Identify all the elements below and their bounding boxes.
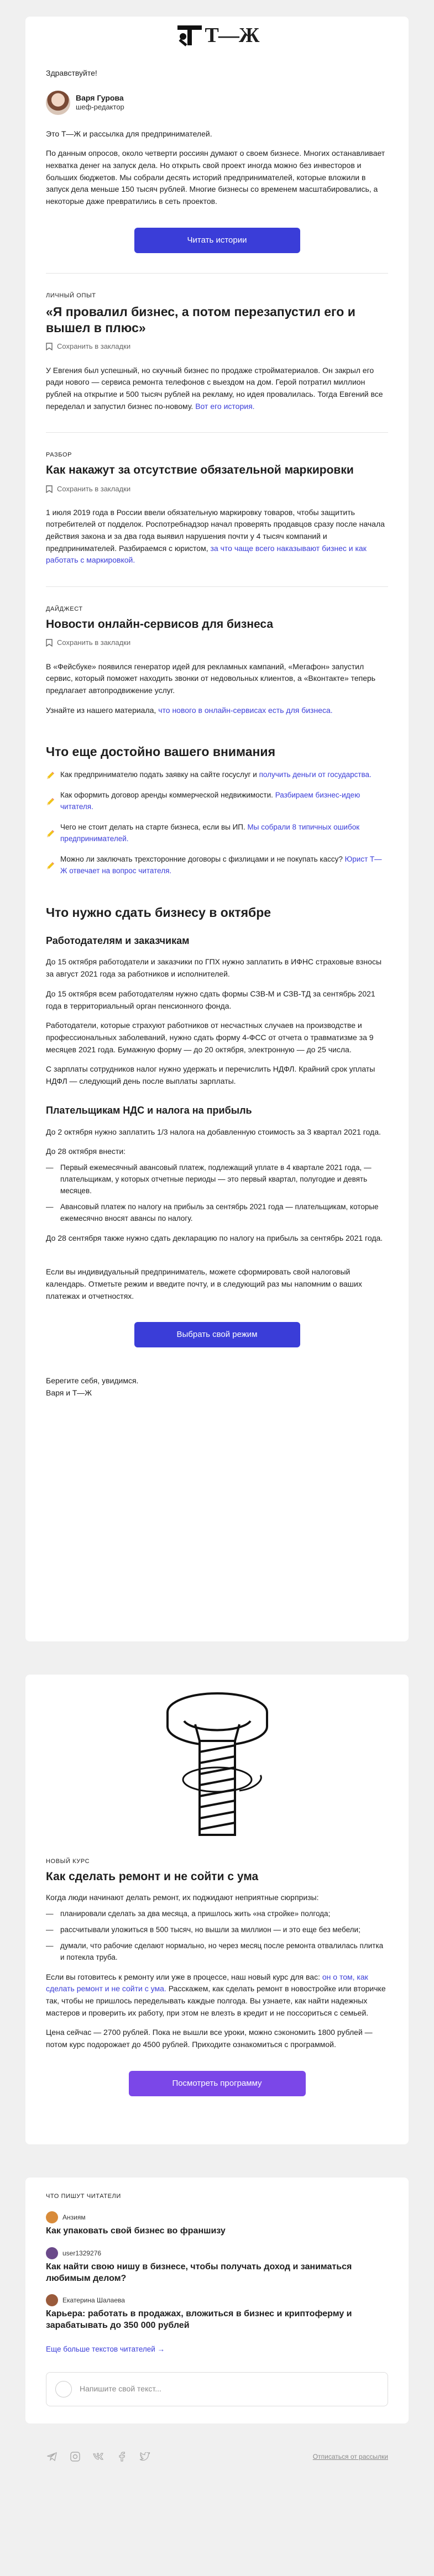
choose-regime-button[interactable]: Выбрать свой режим [134, 1322, 300, 1347]
readers-card [25, 2178, 409, 2423]
input-placeholder: Напишите свой текст... [80, 2384, 161, 2394]
readers-kicker: ЧТО ПИШУТ ЧИТАТЕЛИ [46, 2193, 121, 2200]
course-text: Когда люди начинают делать ремонт, их поджидают неприятные сюрпризы: [46, 1893, 319, 1902]
divider [46, 273, 388, 274]
signature [46, 1375, 388, 1399]
divider [46, 586, 388, 587]
story2-title[interactable]: Как накажут за отсутствие обязательной маркировки [46, 464, 354, 477]
more-readers-link[interactable]: Еще больше текстов читателей → [46, 2345, 165, 2354]
course-title[interactable]: Как сделать ремонт и не сойти с ума [46, 1870, 259, 1884]
october-text: До 2 октября нужно заплатить 1/3 налога на добавленную стоимость за 3 квартал 2021 года. [46, 1127, 381, 1136]
pencil-icon [46, 791, 55, 813]
avatar [46, 2211, 58, 2223]
list-item: — Авансовый платеж по налогу на прибыль за сентябрь 2021 года — плательщикам, которые ежемесячно вносят авансы по налогу. [46, 1202, 388, 1225]
story2-save-bookmark[interactable] [46, 484, 388, 495]
story1-body: У Евгения был успешный, но скучный бизнес по продаже стройматериалов. Он закрыл его ради нового — сервиса ремонта телефонов с выездом на дом. Герой потратил миллион рублей на открытие и 500 тысяч рублей на рекламу, но идея провалилась. Тогда Евгений все переделал и запустил бизнес по-новому. [46, 365, 383, 411]
sign-line-2: Варя и Т—Ж [46, 1388, 92, 1397]
reader-user: Анзиям [62, 2213, 86, 2221]
bookmark-icon [46, 639, 53, 647]
course-kicker: НОВЫЙ КУРС [46, 1858, 90, 1865]
october-text: Работодатели, которые страхуют работников от несчастных случаев на производстве и профессиональных заболеваний, нужно сдать форму 4-ФСС от отчета о травматизме за 9 месяцев 2021 года. Бумажную форму — до 20 октября, электронную — до 25 числа. [46, 1021, 374, 1054]
reader-title[interactable]: Как найти свою нишу в бизнесе, чтобы получать доход и заниматься любимым делом? [46, 2262, 352, 2283]
story1-title[interactable]: «Я провалил бизнес, а потом перезапустил его и вышел в плюс» [46, 304, 355, 335]
main-newsletter-card [25, 17, 409, 1641]
avatar [46, 2294, 58, 2306]
vk-icon[interactable] [92, 2451, 104, 2463]
course-card [25, 1675, 409, 2144]
more-item [46, 822, 388, 845]
brand-logo[interactable] [46, 17, 388, 50]
pencil-icon [46, 823, 55, 845]
divider [46, 432, 388, 433]
author-role: шеф-редактор [76, 103, 124, 112]
story3-text-1: В «Фейсбуке» появился генератор идей для рекламных кампаний, «Мегафон» запустил сервис, который поможет находить звонки от недовольных клиентов, а «Вконтакте» теперь предлагает автопродвижение услуг. [46, 662, 376, 695]
more-item-link[interactable]: Разбираем бизнес-идею читателя. [60, 791, 360, 811]
write-text-input[interactable] [46, 2372, 388, 2406]
reader-post[interactable] [46, 2247, 388, 2285]
more-item [46, 854, 388, 877]
more-item-text: Как предпринимателю подать заявку на сайте госуслуг и [60, 770, 257, 779]
story2-kicker: РАЗБОР [46, 452, 72, 459]
october-text: До 28 октября внести: [46, 1147, 126, 1156]
reader-title[interactable]: Как упаковать свой бизнес во франшизу [46, 2226, 226, 2236]
story3-kicker: ДАЙДЖЕСТ [46, 606, 83, 613]
reader-user: user1329276 [62, 2249, 102, 2257]
logo-text: Т—Ж [205, 23, 259, 47]
author-avatar [46, 91, 70, 115]
story2-link[interactable]: за что чаще всего наказывают бизнес и как работать с маркировкой. [46, 543, 367, 565]
unsubscribe-link[interactable]: Отписаться от рассылки [312, 2452, 388, 2460]
bolt-illustration [46, 1675, 388, 1840]
october-text: До 15 октября всем работодателям нужно сдать формы СЗВ-М и СЗВ-ТД за сентябрь 2021 года в территориальный орган пенсионного фонда. [46, 989, 375, 1010]
story3-title[interactable]: Новости онлайн-сервисов для бизнеса [46, 618, 274, 631]
course-text: Цена сейчас — 2700 рублей. Пока не вышли все уроки, можно сэкономить 1800 рублей — потом курс подорожает до 4500 рублей. Приходите ознакомиться с программой. [46, 2028, 373, 2049]
story2-text [46, 507, 388, 566]
intro-text-1: Это Т—Ж и рассылка для предпринимателей. [46, 129, 212, 138]
more-item-text: Чего не стоит делать на старте бизнеса, если вы ИП. [60, 822, 245, 831]
user-avatar-icon [55, 2381, 72, 2397]
more-item-link[interactable]: получить деньги от государства. [259, 770, 372, 779]
read-stories-button[interactable]: Читать истории [134, 228, 300, 253]
october-text: До 28 сентября также нужно сдать декларацию по налогу на прибыль за сентябрь 2021 года. [46, 1233, 383, 1242]
reader-user: Екатерина Шалаева [62, 2296, 125, 2305]
more-item-text: Как оформить договор аренды коммерческой недвижимости. [60, 791, 273, 800]
story1-save-bookmark[interactable] [46, 341, 388, 352]
more-list [46, 769, 388, 877]
twitter-icon[interactable] [139, 2451, 151, 2463]
more-item-text: Можно ли заключать трехсторонние договоры с физлицами и не покупать кассу? [60, 854, 343, 863]
bookmark-icon [46, 343, 53, 350]
instagram-icon[interactable] [69, 2451, 81, 2463]
course-dash-list [46, 1908, 388, 1964]
october-sub-employers: Работодателям и заказчикам [46, 935, 190, 946]
intro-text-2: По данным опросов, около четверти россиян думают о своем бизнесе. Многих останавливает нехватка денег на запуск дела. Но открыть свой проект иногда можно без инвесторов и больших бюджетов. Мы собрали десять историй предпринимателей, которые вложили в запуск дела меньше 150 тысяч рублей. Многие бизнесы со временем масштабировались, а некоторые даже превратились в сеть проектов. [46, 149, 385, 206]
course-link[interactable]: он о том, как сделать ремонт и не сойти с ума. [46, 1972, 368, 1993]
story2-body: 1 июля 2019 года в России ввели обязательную маркировку товаров, чтобы защитить потребителей от подделок. Роспотребнадзор начал проверять продавцов сразу после начала действия закона и за два года выявил нарушения почти у 4 тысяч компаний и предпринимателей. Разбираемся с юристом, [46, 507, 385, 553]
list-item: — планировали сделать за два месяца, а пришлось жить «на стройке» полгода; [46, 1908, 388, 1920]
more-title: Что еще достойно вашего внимания [46, 744, 275, 759]
logo-mark-icon [175, 23, 204, 48]
story1-kicker: ЛИЧНЫЙ ОПЫТ [46, 292, 96, 299]
telegram-icon[interactable] [46, 2451, 58, 2463]
bolt-icon [151, 1686, 284, 1840]
october-text: С зарплаты сотрудников налог нужно удержать и перечислить НДФЛ. Крайний срок уплаты НДФЛ — следующий день после выплаты зарплаты. [46, 1064, 375, 1085]
facebook-icon[interactable] [116, 2451, 128, 2463]
october-title: Что нужно сдать бизнесу в октябре [46, 905, 271, 920]
more-item-link[interactable]: Мы собрали 8 типичных ошибок предпринимателей. [60, 822, 360, 843]
save-label: Сохранить в закладки [57, 638, 131, 647]
more-item [46, 769, 388, 781]
reader-post[interactable] [46, 2211, 388, 2237]
course-text-post: Расскажем, как сделать ремонт в новостройке или вторичке так, чтобы не пришлось переделывать каждые полгода. Вы узнаете, как найти надежных мастеров и проверить их работу, при этом не влезть в кредит и не поссориться с семьей. [46, 1984, 386, 2017]
october-text: Если вы индивидуальный предприниматель, можете сформировать свой налоговый календарь. Отметьте режим и введите почту, и в следующий раз мы напомним о ваших платежах и отчетностях. [46, 1267, 362, 1300]
pencil-icon [46, 770, 55, 781]
pencil-icon [46, 855, 55, 877]
story3-text-2 [46, 705, 388, 717]
list-item: — думали, что рабочие сделают нормально, но через месяц после ремонта отвалилась плитка и потекла труба. [46, 1940, 388, 1964]
story1-link[interactable]: Вот его история. [195, 401, 255, 411]
author-name: Варя Гурова [76, 93, 124, 103]
more-item [46, 790, 388, 813]
list-item: — рассчитывали уложиться в 500 тысяч, но вышли за миллион — и это еще без мебели; [46, 1924, 388, 1936]
reader-post[interactable] [46, 2294, 388, 2332]
sign-line-1: Берегите себя, увидимся. [46, 1376, 139, 1386]
october-text: До 15 октября работодатели и заказчики по ГПХ нужно заплатить в ИФНС страховые взносы за август 2021 года за работников и исполнителей. [46, 957, 382, 979]
story3-link[interactable]: что нового в онлайн-сервисах есть для бизнеса. [158, 705, 333, 715]
story3-text-pre: Узнайте из нашего материала, [46, 705, 156, 715]
october-dash-list [46, 1162, 388, 1225]
bookmark-icon [46, 485, 53, 493]
october-sub-vat: Плательщикам НДС и налога на прибыль [46, 1104, 252, 1116]
footer [25, 2437, 409, 2476]
reader-title[interactable]: Карьера: работать в продажах, вложиться в бизнес и криптоферму и зарабатывать до 350 000 рублей [46, 2309, 352, 2331]
greeting: Здравствуйте! [46, 69, 97, 77]
course-text [46, 1971, 388, 2019]
avatar [46, 2247, 58, 2259]
list-item: — Первый ежемесячный авансовый платеж, подлежащий уплате в 4 квартале 2021 года, — плательщикам, у которых отчетные периоды — это первый квартал, полугодие и девять месяцев. [46, 1162, 388, 1197]
story3-save-bookmark[interactable] [46, 637, 388, 648]
author-block [46, 91, 388, 115]
more-item-link[interactable]: Юрист Т—Ж отвечает на вопрос читателя. [60, 854, 382, 875]
save-label: Сохранить в закладки [57, 342, 131, 351]
view-program-button[interactable]: Посмотреть программу [129, 2071, 306, 2096]
course-text-pre: Если вы готовитесь к ремонту или уже в процессе, наш новый курс для вас: [46, 1972, 320, 1981]
save-label: Сохранить в закладки [57, 484, 131, 493]
social-links [46, 2451, 151, 2463]
story1-text [46, 365, 388, 413]
